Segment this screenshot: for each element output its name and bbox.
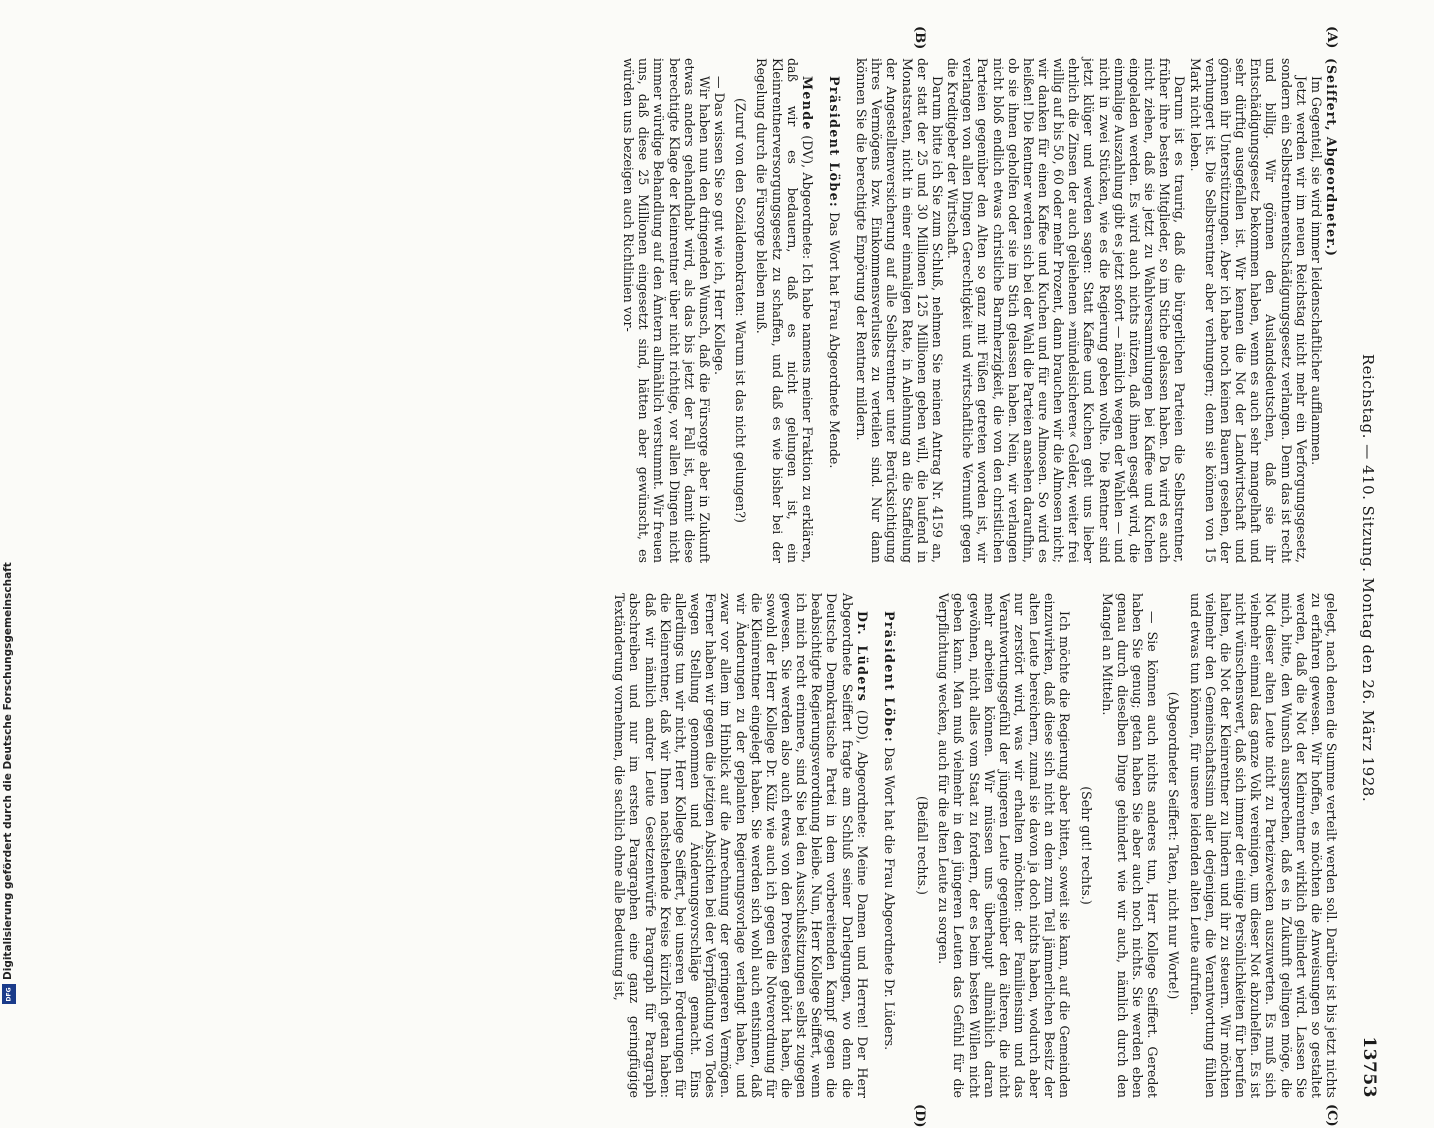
president-paragraph <box>827 58 842 563</box>
speaker-paragraph <box>612 593 870 1098</box>
paragraph: Darum ist es traurig, daß die bürgerlichen Parteien die Selbstrentner, früher ihre besten Mitglieder, so im Stiche gelassen haben. Da wird es auch nicht ziehen, daß sie jetzt zu Wahlversammlungen bei Kaffee und Kuchen eingeladen werden. Es wird auch nichts nützen, daß ihnen gesagt wird, die einmalige Auszahlung gibt es jetzt sofort — nämlich wegen der Wahlen — und nicht in zwei Stücken, wie es die Regierung geben wollte. Die Rentner sind jetzt klüger und werden sagen: Statt Kaffee und Kuchen geht uns lieber ehrlich die Zinsen der auch geliehenen »mündelsicheren« Gelder, weiter frei willig auf bis 50, 60 oder mehr Prozent, dann brauchen wir die Almosen nicht; wir danken für einen Kaffee und Kuchen und für eure Almosen. So wird es heißen! Die Rentner werden sich bei der Wahl die Parteien ansehen daraufhin, ob sie ihnen geholfen oder sie im Stich gelassen haben. Nein, wir verlangen nicht bloß endlich etwas christliche Barmherzigkeit, die von den christlichen Parteien gegenüber den Alten so ganz mit Füßen getreten worden ist, wir verlangen von allen Dingen Gerechtigkeit und wirtschaftliche Vernunft gegen die Kreditgeber der Wirtschaft. <box>945 58 1188 563</box>
applause: (Sehr gut! rechts.) <box>1078 786 1094 905</box>
funding-note: Digitalisierung gefördert durch die Deutsche Forschungsgemeinschaft <box>2 562 14 980</box>
speaker-paragraph <box>754 58 815 563</box>
margin-mark-b: (B) <box>912 26 927 50</box>
digitization-footer <box>2 562 16 1002</box>
paragraph: gelegt, nach denen die Summe verteilt werden soll. Darüber ist bis jetzt nichts zu erfahren gewesen. Wir hoffen, es möchten die Anweisungen so gestaltet werden, daß die Not der Kleinrentner wirklich gelindert wird. Lassen Sie mich, bitte, den Wunsch aussprechen, daß es in Zukunft gelingen möge, die Not dieser alten Leute nicht zu Parteizwecken auszuwerten. Es muß sich vielmehr einmal das ganze Volk vereinigen, um dieser Not abzuhelfen. Es ist nicht wünschenswert, daß sich immer der einige Persönlichkeiten für berufen halten, die Not der Kleinrentner zu lindern und ihr zu steuern. Wir möchten vielmehr den Gemeinschaftssinn aller derjenigen, die Verantwortung fühlen und etwas tun können, für unsere leidenden alten Leute aufrufen. <box>1187 593 1339 1098</box>
speaker-text: (DV), Abgeordnete: Ich habe namens meiner Fraktion zu erklären, daß wir es bedauern, daß es nicht gelungen ist, ein Kleinrentnerversorgungsgesetz zu schaffen, und daß es wie bisher bei der Regelung durch die Fürsorge bleiben muß. <box>754 58 815 563</box>
margin-mark-a: (A) <box>1324 26 1339 49</box>
paragraph: Wir haben nun den dringenden Wunsch, daß die Fürsorge aber in Zukunft etwas anders gehandhabt wird, als das bis jetzt der Fall ist, damit diese berechtigte Klage der Kleinrentner über nicht richtige, vor allen Dingen nicht immer würdige Behandlung auf den Ämtern allmählich verstummt. Wir freuen uns, daß diese 25 Millionen eingesetzt sind, hätten aber gewünscht, es würden uns bezeigen auch Richtlinien vor- <box>621 58 712 563</box>
dfg-logo-text: DFG <box>5 986 13 1002</box>
speaker-name: Dr. Lüders <box>854 611 870 703</box>
interjection: (Abgeordneter Seiffert: Taten, nicht nur Worte!) <box>1166 691 1182 1000</box>
paragraph: Im Gegenteil, sie wird immer leidenschaftlicher aufflammen. <box>1308 76 1324 466</box>
dfg-logo <box>2 984 16 1004</box>
page-header <box>1353 58 1379 1098</box>
page-number: 13753 <box>1359 1036 1379 1098</box>
president-text: Das Wort hat die Frau Abgeordnete Dr. Lüders. <box>881 747 897 1051</box>
header-title: Reichstag. — 410. Sitzung. Montag den 26. März 1928. <box>1359 353 1377 803</box>
paragraph: Darum bitte ich Sie zum Schluß, nehmen Sie meinen Antrag Nr. 4159 an, der statt der 25 und 30 Millionen 125 Millionen geben will, die laufend in Monatsraten, nicht in einer einmaligen Rate, in Anlehnung an die Staffelung der Angestelltenversicherung auf alle Selbstrentner unter Berücksichtigung ihres Vermögens bzw. Einkommensverlustes zu verteilen sind. Nur dann können Sie die berechtigte Empörung der Rentner mildern. <box>854 58 945 563</box>
paragraph: Ich möchte die Regierung aber bitten, soweit sie kann, auf die Gemeinden einzuwirken, daß diese sich nicht an dem zum Teil jämmerlichen Besitz der alten Leute bereichern, zumal sie davon ja doch nichts haben, wodurch aber nur zerstört wird, was wir erhalten möchten: der Familiensinn und das Verantwortungsgefühl der jüngeren Leute gegenüber den älteren, die nicht mehr arbeiten können. Wir müssen uns überhaupt allmählich daran gewöhnen, nicht alles vom Staat zu fordern, der es beim besten Willen nicht geben kann. Man muß vielmehr in den jüngeren Leuten das Gefühl für die Verpflichtung wecken, auch für die alten Leute zu sorgen. <box>936 593 1073 1098</box>
right-column <box>524 593 1339 1098</box>
paragraph: — Das wissen Sie so gut wie ich, Herr Kollege. <box>712 76 728 375</box>
margin-mark-c: (C) <box>1324 1104 1339 1127</box>
speaker-text: (DD), Abgeordnete: Meine Damen und Herren! Der Herr Abgeordnete Seiffert fragte am Schluß seiner Darlegungen, wo denn die Deutsche Demokratische Partei in dem vorbereitenden Kampf gegen die beabsichtigte Regierungsverordnung bleibe. Nun, Herr Kollege Seiffert, wenn ich mich recht erinnere, sind Sie bei den Ausschußsitzungen selbst zugegen gewesen. Sie werden also auch etwas von den Protesten gehört haben, die sowohl der Herr Kollege Dr. Külz wie auch ich gegen die Notverordnung für die Kleinrentner eingelegt haben. Sie werden sich wohl auch entsinnen, daß wir Änderungen zu der geplanten Regierungsvorlage verlangt haben, und zwar vor allem im Hinblick auf die Anrechnung der geringeren Vermögen. Ferner haben wir gegen die jetzigen Absichten bei der Verpfändung von Todes wegen Stellung genommen und Änderungsvorschläge gemacht. Eins allerdings tun wir nicht, Herr Kollege Seiffert, bei unseren Forderungen für die Kleinrentner, daß wir Ihnen nachstehende Kreise kürzlich getan haben: daß wir nämlich andrer Leute Gesetzentwürfe Paragraph für Paragraph abschreiben und nur im ersten Paragraphen eine ganz geringfügige Textänderung vornehmen, die sachlich ohne alle Bedeutung ist, <box>612 593 870 1098</box>
interjection: (Zuruf von den Sozialdemokraten: Warum ist das nicht gelungen?) <box>733 98 749 523</box>
speaker-intro: (Seiffert, Abgeordneter.) <box>1324 58 1339 257</box>
left-column <box>524 58 1339 563</box>
rotated-document-page <box>519 26 1379 1128</box>
president-name: Präsident Löbe: <box>881 611 897 744</box>
president-text: Das Wort hat Frau Abgeordnete Mende. <box>827 212 842 469</box>
margin-mark-d: (D) <box>912 1104 927 1128</box>
president-paragraph <box>882 593 897 1098</box>
applause: (Beifall rechts.) <box>915 796 931 895</box>
paragraph: — Sie können auch nichts anderes tun, Herr Kollege Seiffert. Geredet haben Sie genug; getan haben Sie aber auch noch nichts. Sie werden eben genau durch dieselben Dinge gehindert wie wir auch, nämlich durch den Mangel an Mitteln. <box>1099 593 1161 1098</box>
speaker-name: Mende <box>799 76 815 131</box>
president-name: Präsident Löbe: <box>827 76 842 209</box>
paragraph: Jetzt werden wir im neuen Reichstag nicht mehr ein Verforgungsgesetz, sondern ein Selbstrentnerentschädigungsgesetz verlangen. Denn das ist recht und billig. Wir gönnen den Auslandsdeutschen, daß sie ihr Entschädigungsgesetz bekommen haben, wenn es auch sehr mangelhaft und sehr dürftig ausgefallen ist. Wir kennen die Not der Landwirtschaft und gönnen ihr Unterstützungen. Aber ich habe noch keinen Bauern gesehen, der verhungert ist. Die Selbstrentner aber verhungern; denn sie können von 15 Mark nicht leben. <box>1187 58 1309 563</box>
